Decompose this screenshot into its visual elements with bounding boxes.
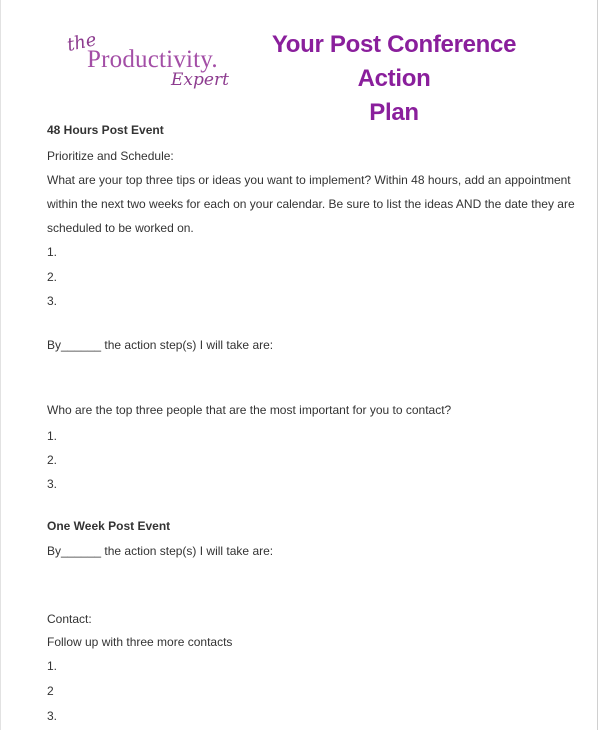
question-line-3: scheduled to be worked on. bbox=[47, 221, 194, 235]
list-item: 1. bbox=[47, 659, 58, 673]
list-item: 2. bbox=[47, 270, 58, 284]
list-item: 3. bbox=[47, 709, 58, 723]
action-steps-line: By______ the action step(s) I will take are: bbox=[47, 338, 274, 352]
list-item: 1. bbox=[47, 429, 58, 443]
follow-up-line: Follow up with three more contacts bbox=[47, 635, 233, 649]
section-48-hours-heading: 48 Hours Post Event bbox=[47, 123, 164, 137]
people-question: Who are the top three people that are the most important for you to contact? bbox=[47, 403, 452, 417]
action-steps-line: By______ the action step(s) I will take are: bbox=[47, 544, 274, 558]
contact-label: Contact: bbox=[47, 612, 92, 626]
logo-productivity-text: Productivity. bbox=[87, 46, 218, 73]
list-item: 3. bbox=[47, 294, 58, 308]
productivity-expert-logo bbox=[67, 30, 231, 96]
section-one-week-heading: One Week Post Event bbox=[47, 519, 171, 533]
page-title-line2: Plan bbox=[369, 99, 419, 126]
list-item: 1. bbox=[47, 245, 58, 259]
page-title bbox=[241, 28, 547, 130]
logo-expert-text: Expert bbox=[171, 70, 229, 90]
question-line-2: within the next two weeks for each on your calendar. Be sure to list the ideas AND the date they are bbox=[47, 197, 575, 211]
list-item: 3. bbox=[47, 477, 58, 491]
page-title-line1: Your Post Conference Action bbox=[271, 31, 517, 92]
prioritize-schedule-label: Prioritize and Schedule: bbox=[47, 149, 174, 163]
question-line-1: What are your top three tips or ideas you want to implement? Within 48 hours, add an appointment bbox=[47, 173, 571, 187]
list-item: 2 bbox=[47, 684, 54, 698]
logo-the-text: the bbox=[65, 29, 99, 56]
list-item: 2. bbox=[47, 453, 58, 467]
